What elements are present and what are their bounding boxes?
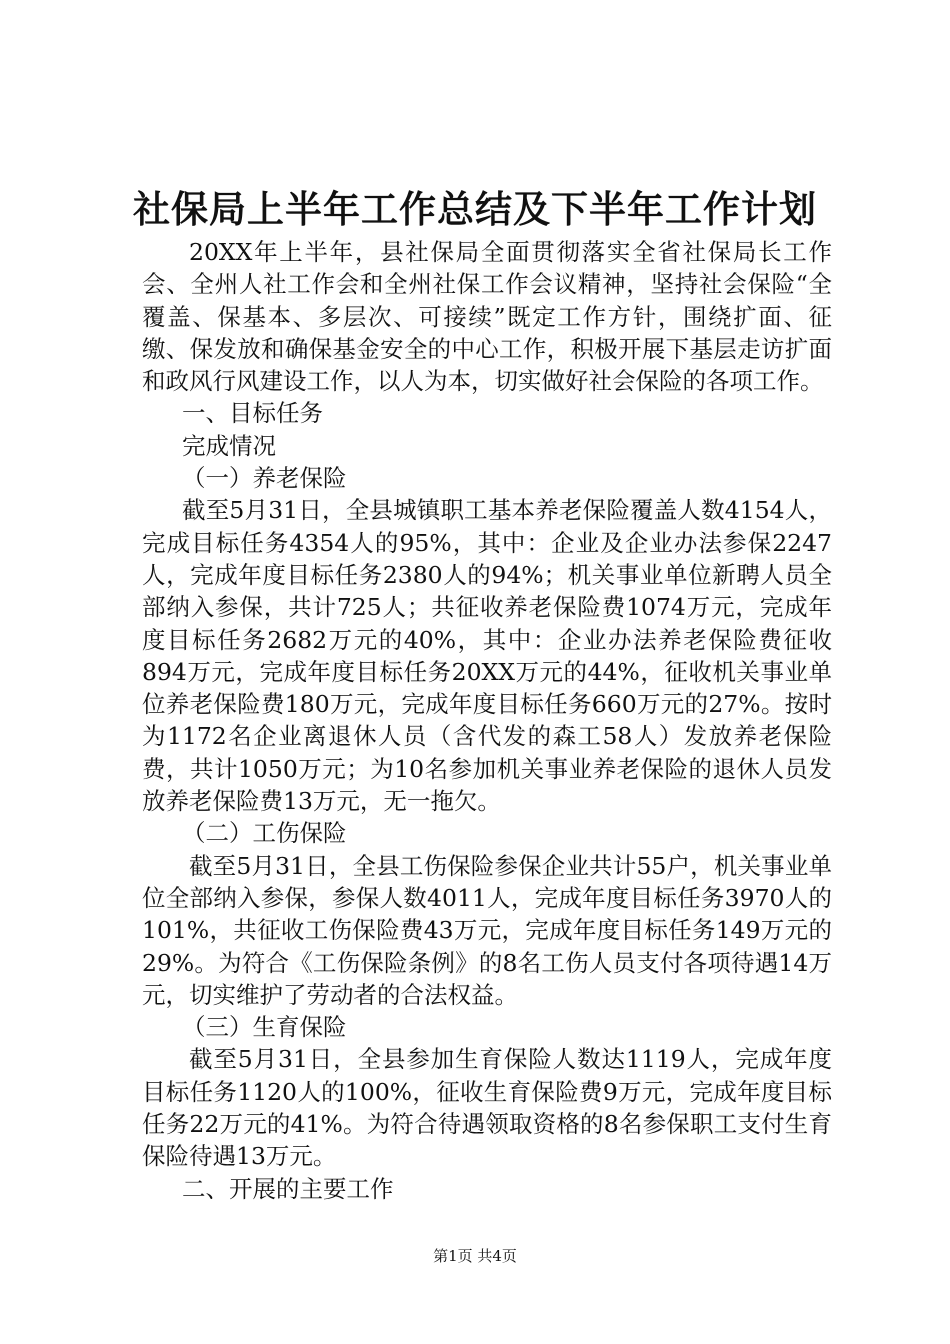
- document-body: [142, 236, 832, 1205]
- subheading-pension-insurance: （一）养老保险: [182, 464, 347, 493]
- document-title: 社保局上半年工作总结及下半年工作计划: [133, 187, 817, 231]
- intro-paragraph: 20XX年上半年，县社保局全面贯彻落实全省社保局长工作会、全州人社工作会和全州社保工作会议精神，坚持社会保险“全覆盖、保基本、多层次、可接续”既定工作方针，围绕扩面、征缴、保发放和确保基金安全的中心工作，积极开展下基层走访扩面和政风行风建设工作，以人为本，切实做好社会保险的各项工作。: [142, 238, 832, 396]
- pension-insurance-paragraph: 截至5月31日，全县城镇职工基本养老保险覆盖人数4154人，完成目标任务4354人的95%，其中：企业及企业办法参保2247人，完成年度目标任务2380人的94%；机关事业单位新聘人员全部纳入参保，共计725人；共征收养老保险费1074万元，完成年度目标任务2682万元的40%，其中：企业办法养老保险费征收894万元，完成年度目标任务20XX万元的44%，征收机关事业单位养老保险费180万元，完成年度目标任务660万元的27%。按时为1172名企业离退休人员（含代发的森工58人）发放养老保险费，共计1050万元；为10名参加机关事业养老保险的退休人员发放养老保险费13万元，无一拖欠。: [142, 496, 832, 816]
- injury-insurance-paragraph: 截至5月31日，全县工伤保险参保企业共计55户，机关事业单位全部纳入参保，参保人数4011人，完成年度目标任务3970人的101%，共征收工伤保险费43万元，完成年度目标任务149万元的29%。为符合《工伤保险条例》的8名工伤人员支付各项待遇14万元，切实维护了劳动者的合法权益。: [142, 851, 832, 1009]
- subheading-maternity-insurance: （三）生育保险: [182, 1013, 347, 1042]
- maternity-insurance-paragraph: 截至5月31日，全县参加生育保险人数达1119人，完成年度目标任务1120人的100%，征收生育保险费9万元，完成年度目标任务22万元的41%。为符合待遇领取资格的8名参保职工支付生育保险待遇13万元。: [142, 1045, 832, 1171]
- section-heading-main-work: 二、开展的主要工作: [182, 1174, 394, 1203]
- section-heading-targets: 一、目标任务: [182, 399, 323, 428]
- subheading-completion: 完成情况: [182, 431, 276, 460]
- subheading-injury-insurance: （二）工伤保险: [182, 819, 347, 848]
- page-number-footer: 第1页 共4页: [433, 1247, 517, 1265]
